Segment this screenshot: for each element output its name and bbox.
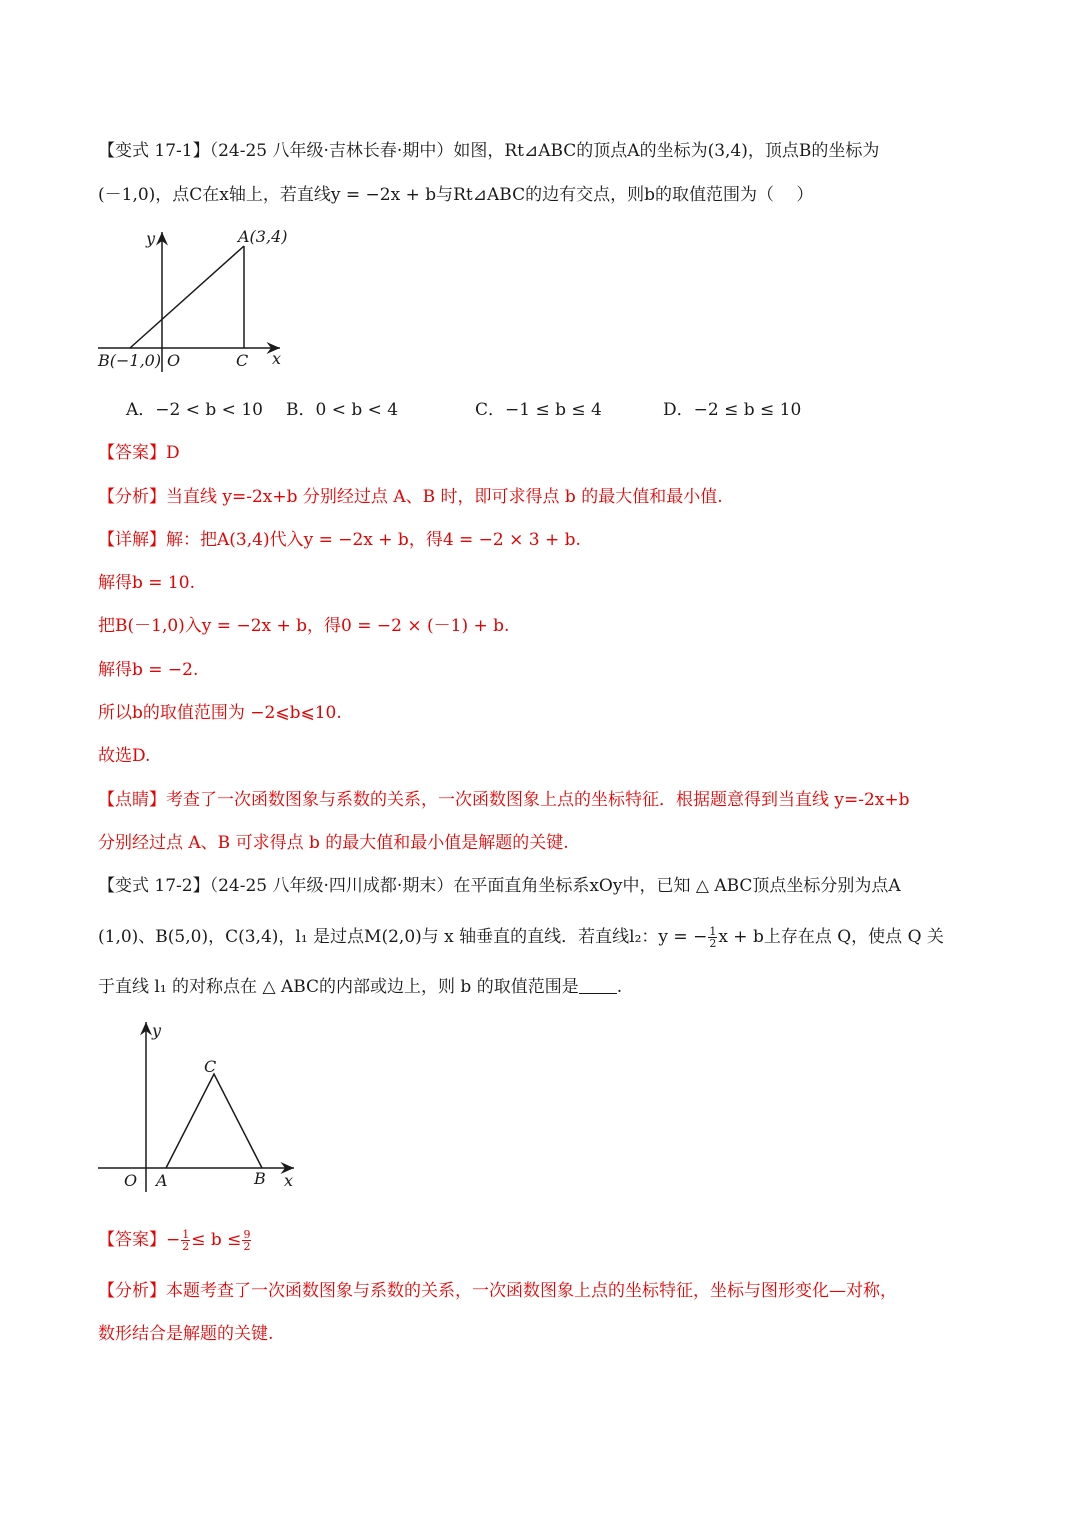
comment-text: 考查了一次函数图象与系数的关系，一次函数图象上点的坐标特征．根据题意得到当直线 y=-2x+b (166, 790, 910, 810)
detail-text: 解：把A(3,4)代入y = −2x + b，得4 = −2 × 3 + b. (166, 530, 581, 550)
answer-fraction-2-denominator: 2 (243, 1240, 251, 1253)
problem1-label: 【变式 17-1】 (98, 141, 210, 161)
segment-ba (130, 246, 244, 348)
answer-fraction-1-numerator: 1 (182, 1228, 190, 1241)
problem2-line1 (98, 874, 990, 898)
problem2-text: 在平面直角坐标系xOy中，已知 △ ABC顶点坐标分别为点A (453, 876, 901, 896)
answer-fraction-1-denominator: 2 (182, 1240, 190, 1253)
problem1-comment-1 (98, 788, 990, 812)
problem2-label: 【变式 17-2】 (98, 876, 210, 896)
problem1-detail-1 (98, 528, 990, 552)
problem2-source: （24-25 八年级·四川成都·期末） (209, 876, 454, 896)
answer-minus: − (166, 1230, 181, 1250)
answer-label: 【答案】 (98, 443, 166, 463)
problem2-analysis-2: 数形结合是解题的关键. (98, 1324, 274, 1344)
point-b-label: B (254, 1169, 266, 1188)
x-axis-label: x (284, 1171, 294, 1190)
option-a[interactable]: A．−2 < b < 10 (126, 400, 263, 420)
problem2-answer (98, 1228, 990, 1252)
slope-fraction (708, 926, 717, 949)
answer-fraction-1 (181, 1229, 190, 1252)
slope-fraction-denominator: 2 (709, 937, 717, 950)
problem2-line2 (98, 925, 990, 949)
problem1-detail-3: 把B(－1,0)入y = −2x + b，得0 = −2 × (－1) + b. (98, 616, 510, 636)
analysis-text: 本题考查了一次函数图象与系数的关系，一次函数图象上点的坐标特征，坐标与图形变化—对称， (166, 1281, 897, 1301)
answer-mid: ≤ b ≤ (191, 1230, 242, 1250)
comment-label: 【点睛】 (98, 790, 166, 810)
point-b-label: B(−1,0) (98, 351, 162, 370)
problem2-line3-b: . (616, 977, 623, 997)
point-a-label: A (156, 1171, 168, 1190)
option-d[interactable]: D．−2 ≤ b ≤ 10 (663, 400, 802, 420)
problem2-line3 (98, 975, 990, 999)
point-c-label: C (236, 351, 249, 370)
origin-label: O (167, 351, 181, 370)
problem1-figure (96, 222, 296, 378)
option-b[interactable]: B．0 < b < 4 (286, 400, 399, 420)
problem1-comment-2: 分别经过点 A、B 可求得点 b 的最大值和最小值是解题的关键. (98, 833, 569, 853)
y-axis-label: y (146, 229, 156, 248)
problem2-analysis-1 (98, 1279, 990, 1303)
problem1-line2: (－1,0)，点C在x轴上，若直线y = −2x + b与Rt⊿ABC的边有交点，则b的取值范围为（ ） (98, 185, 814, 205)
problem1-text: 如图，Rt⊿ABC的顶点A的坐标为(3,4)，顶点B的坐标为 (453, 141, 880, 161)
answer-fraction-2 (242, 1229, 251, 1252)
origin-label: O (124, 1171, 138, 1190)
detail-label: 【详解】 (98, 530, 166, 550)
x-axis-label: x (272, 349, 282, 368)
problem2-figure (96, 1018, 300, 1194)
answer-blank[interactable] (579, 977, 617, 994)
triangle-abc (166, 1074, 262, 1168)
problem1-analysis (98, 485, 990, 509)
analysis-label: 【分析】 (98, 487, 166, 507)
problem1-source: （24-25 八年级·吉林长春·期中） (209, 141, 454, 161)
analysis-label: 【分析】 (98, 1281, 166, 1301)
problem1-detail-6: 故选D. (98, 746, 151, 766)
analysis-text: 当直线 y=-2x+b 分别经过点 A、B 时，即可求得点 b 的最大值和最小值. (166, 487, 723, 507)
problem1-detail-5: 所以b的取值范围为 −2⩽b⩽10. (98, 703, 342, 723)
point-c-label: C (204, 1057, 217, 1076)
problem1-detail-4: 解得b = −2. (98, 660, 199, 680)
problem2-line2-a: (1,0)、B(5,0)，C(3,4)，l₁ 是过点M(2,0)与 x 轴垂直的直线．若直线l₂：y = − (98, 927, 708, 947)
point-a-label: A(3,4) (238, 227, 288, 246)
answer-label: 【答案】 (98, 1230, 166, 1250)
problem1-line1 (98, 139, 990, 163)
problem2-line3-a: 于直线 l₁ 的对称点在 △ ABC的内部或边上，则 b 的取值范围是 (98, 977, 579, 997)
problem2-line2-b: x + b上存在点 Q，使点 Q 关 (718, 927, 944, 947)
option-c[interactable]: C．−1 ≤ b ≤ 4 (475, 400, 602, 420)
answer-fraction-2-numerator: 9 (243, 1228, 251, 1241)
problem1-answer (98, 441, 990, 465)
y-axis-label: y (152, 1021, 162, 1040)
slope-fraction-numerator: 1 (709, 925, 717, 938)
problem1-detail-2: 解得b = 10. (98, 573, 195, 593)
answer-value: D (166, 443, 180, 463)
